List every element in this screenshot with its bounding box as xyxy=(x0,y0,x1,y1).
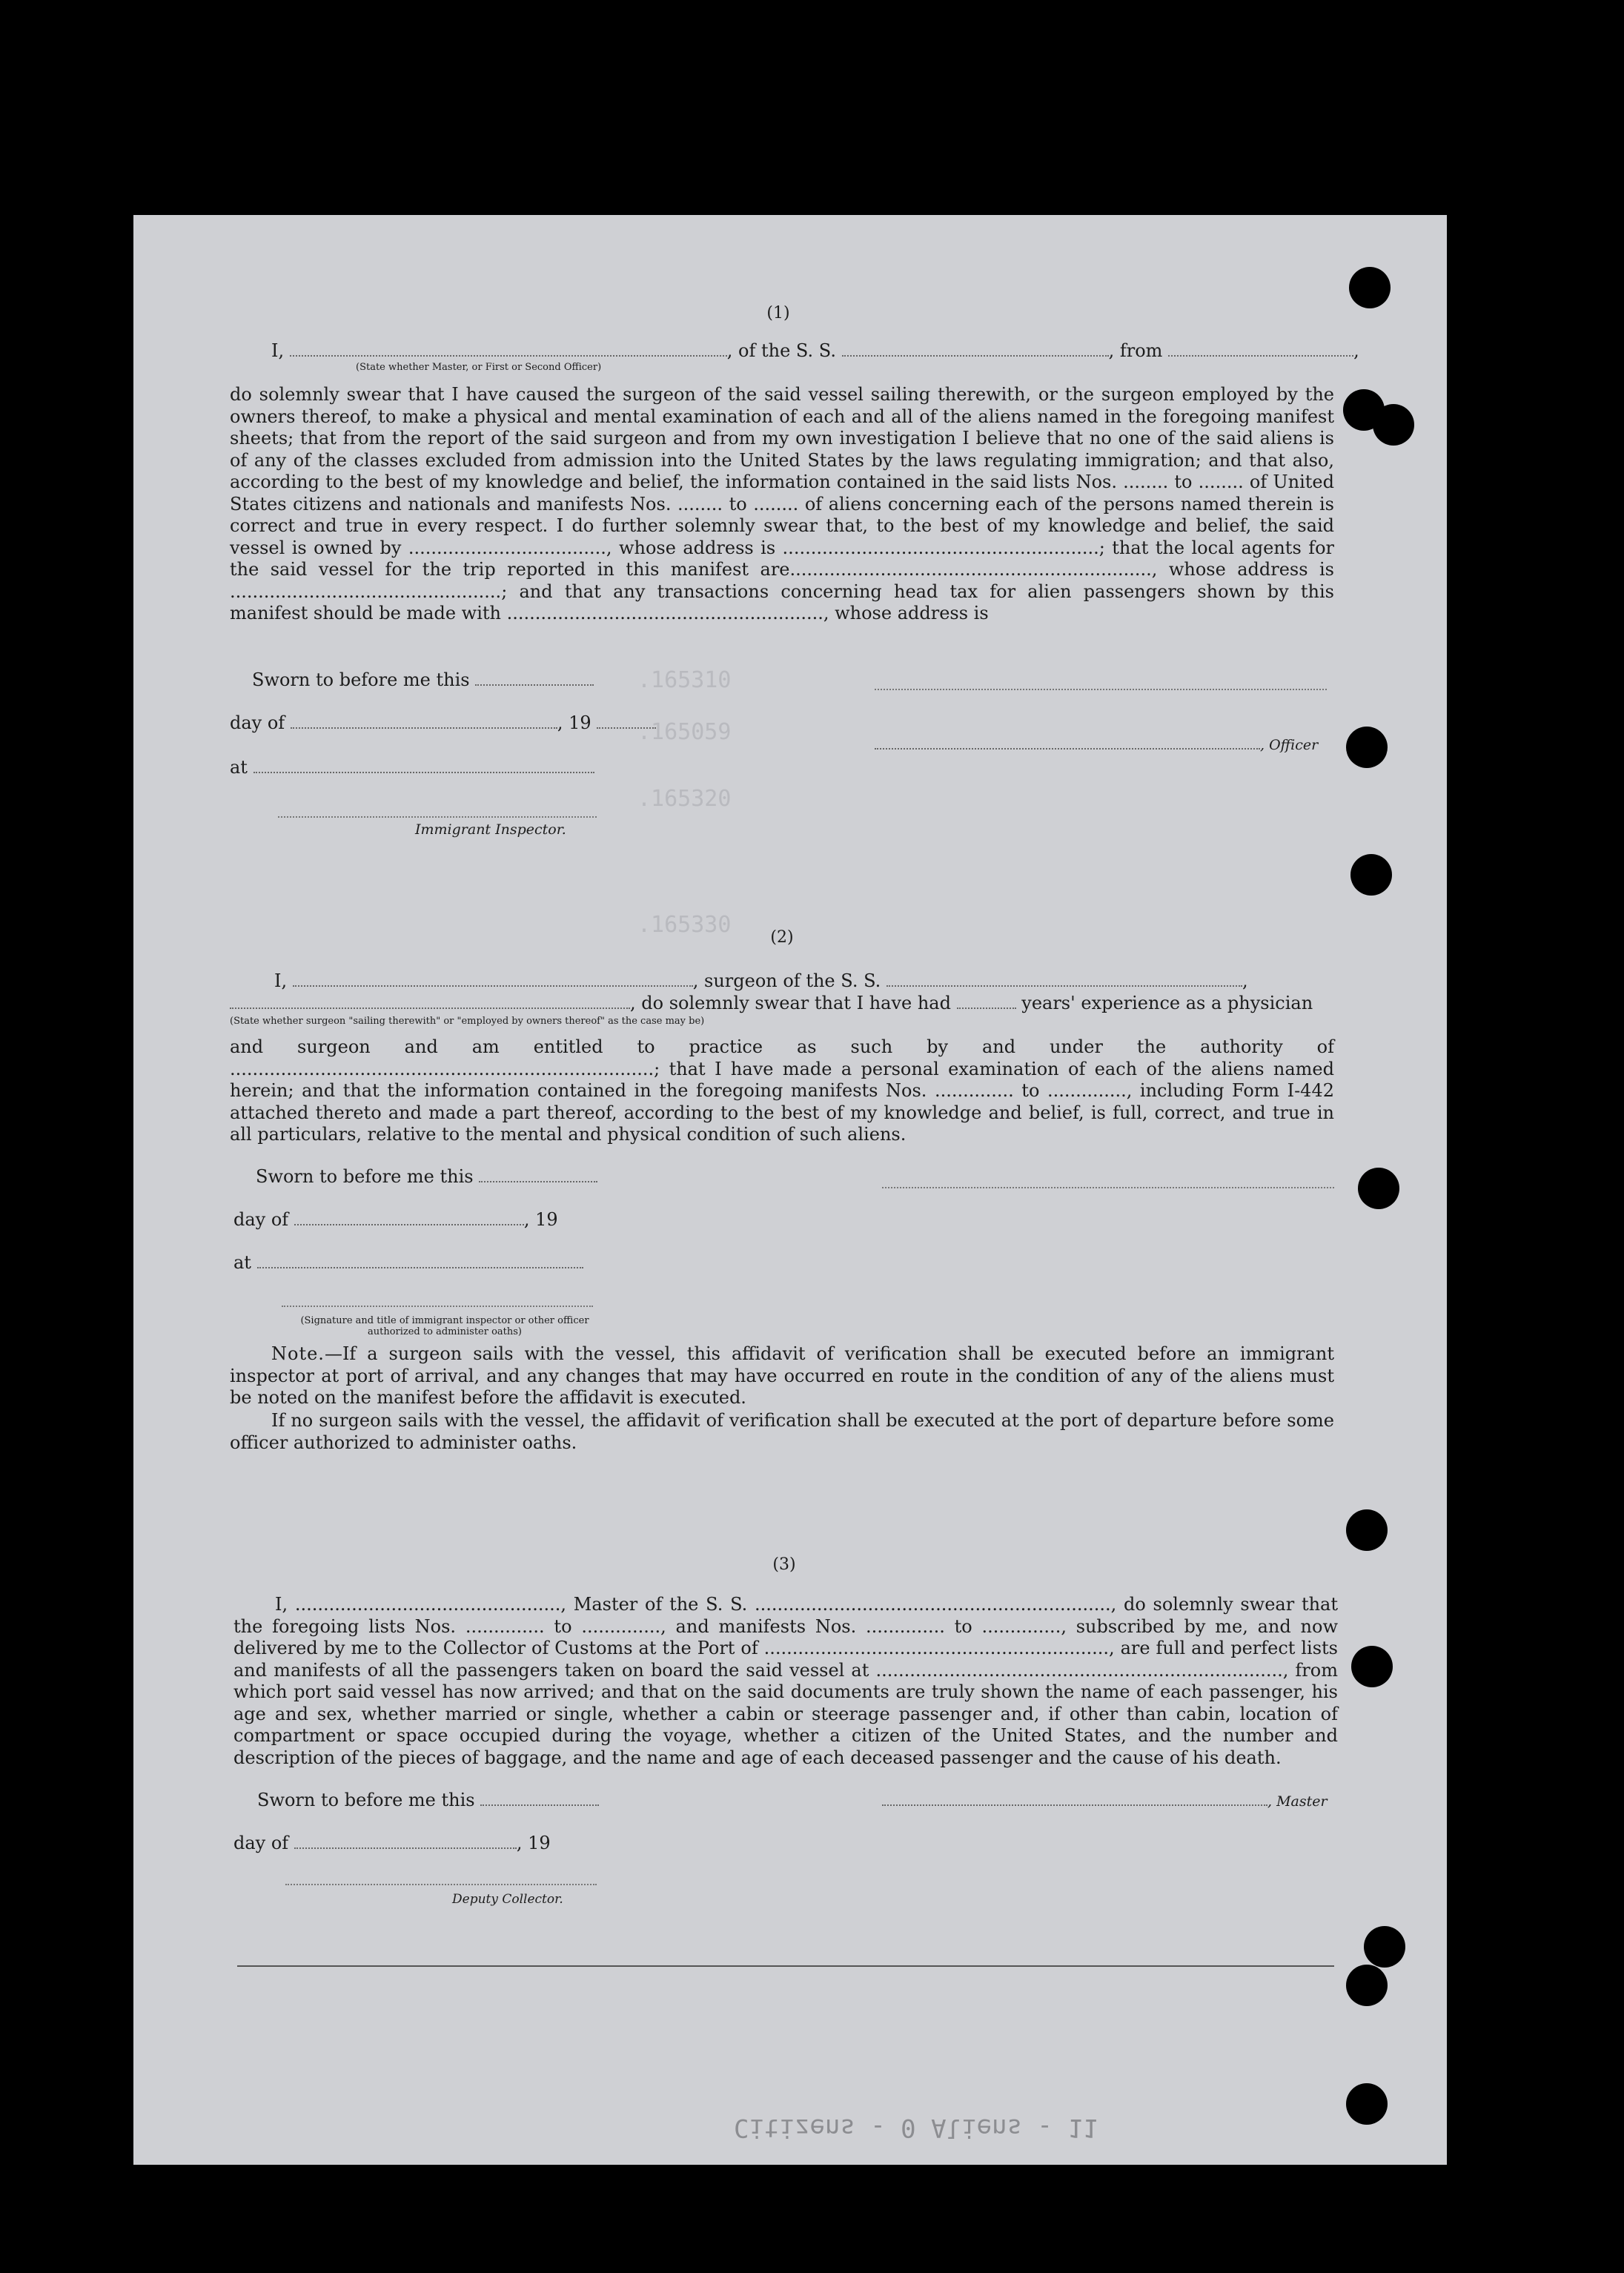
bleed-through-mark: .165310 xyxy=(637,667,732,693)
punch-hole xyxy=(1346,2083,1388,2125)
surgeon-status-field[interactable] xyxy=(230,993,630,1009)
inspector-signature-line-2[interactable] xyxy=(282,1305,593,1307)
officer-signature: , Officer xyxy=(875,732,1318,756)
surgeon-caption: (State whether surgeon "sailing therewith" or "employed by owners thereof" as the case may be) xyxy=(230,1016,705,1027)
section-2-sworn: Sworn to before me this xyxy=(256,1165,597,1188)
punch-hole xyxy=(1346,727,1388,768)
vessel-name-field-2[interactable] xyxy=(886,970,1242,987)
section-1-day-of: day of , 19 xyxy=(230,712,656,734)
inspector-caption: Immigrant Inspector. xyxy=(415,821,566,838)
section-3-sworn: Sworn to before me this xyxy=(257,1789,599,1811)
section-2-swear-line: , do solemnly swear that I have had years' experience as a physician xyxy=(230,992,1313,1014)
collector-caption: Deputy Collector. xyxy=(452,1892,563,1907)
section-3-day-of: day of , 19 xyxy=(233,1833,551,1853)
surgeon-name-field[interactable] xyxy=(293,970,693,987)
inspector-signature-line[interactable] xyxy=(278,815,597,818)
bleed-through-mark: .165320 xyxy=(637,786,732,812)
bottom-rule xyxy=(237,1965,1334,1967)
section-2-number: (2) xyxy=(770,928,794,947)
from-port-field[interactable] xyxy=(1168,340,1353,357)
section-2-header-line: I, , surgeon of the S. S. , xyxy=(274,970,1248,991)
punch-hole xyxy=(1346,1965,1388,2006)
year-field[interactable] xyxy=(597,712,656,729)
section-3-body: I, ..............................................., Master of the S. S. ..............................................................., do solemnly swear that the foregoing lists Nos. .............. to .............., and manifests Nos. .............. to .............., subscribed by me, and now delivered by me to the Collector of Customs at the Port of ............................................................., are full and perfect lists and manifests of all the passengers taken on board the said vessel at ........................................................................, from which port said vessel has now arrived; and that on the said documents are truly shown the name of each passenger, his age and sex, whether married or single, whether a cabin or steerage passenger and, if other than cabin, location of compartment or space occupied during the voyage, whether a citizen of the United States, and the number and description of the pieces of baggage, and the name and age of each deceased passenger and the cause of his death. xyxy=(233,1594,1338,1768)
punch-hole xyxy=(1349,267,1391,308)
at-field-2[interactable] xyxy=(257,1252,583,1268)
surgeon-signature-line[interactable] xyxy=(882,1186,1334,1188)
sworn-date-field-2[interactable] xyxy=(479,1166,597,1182)
punch-hole xyxy=(1350,854,1392,896)
note-paragraph-2: If no surgeon sails with the vessel, the affidavit of verification shall be executed at the port of departure before some officer authorized to administer oaths. xyxy=(230,1410,1334,1453)
vessel-name-field[interactable] xyxy=(842,340,1109,357)
day-of-field-2[interactable] xyxy=(294,1209,524,1225)
master-signature-field[interactable] xyxy=(882,1790,1267,1806)
officer-signature-line-upper[interactable] xyxy=(875,688,1327,690)
sworn-date-field[interactable] xyxy=(475,669,594,686)
section-1-number: (1) xyxy=(766,304,790,322)
section-1-body: do solemnly swear that I have caused the surgeon of the said vessel sailing therewith, or the surgeon employed by the owners thereof, to make a physical and mental examination of each and all of the aliens named in the foregoing manifest sheets; that from the report of the said surgeon and from my own investigation I believe that no one of the said aliens is of any of the classes excluded from admission into the United States by the laws regulating immigration; and that also, according to the best of my knowledge and belief, the information contained in the said lists Nos. ........ to ........ of United States citizens and nationals and manifests Nos. ........ to ........ of aliens concerning each of the persons named therein is correct and true in every respect. I do further solemnly swear that, to the best of my knowledge and belief, the said vessel is owned by ..................................., whose address is ........................................................; that the local agents for the said vessel for the trip reported in this manifest are................................................................, whose address is ................................................; and that any transactions concerning head tax for alien passengers shown by this manifest should be made with ........................................................, whose address is xyxy=(230,384,1334,623)
collector-signature-line[interactable] xyxy=(285,1883,597,1885)
footer-bleed-through: Citizens - 0 Aliens - 11 xyxy=(734,2113,1098,2143)
at-field[interactable] xyxy=(253,757,594,773)
note-paragraph: Note.—If a surgeon sails with the vessel, this affidavit of verification shall be executed before an immigrant inspector at port of arrival, and any changes that may have occurred en route in the condition of any of the aliens must be noted on the manifest before the affidavit is executed. xyxy=(230,1343,1334,1408)
punch-hole xyxy=(1351,1646,1393,1687)
master-caption: (State whether Master, or First or Second Officer) xyxy=(356,362,602,373)
officer-signature-field[interactable] xyxy=(875,733,1260,750)
section-1-header-line: I, , of the S. S. , from , xyxy=(271,340,1359,361)
sig-caption: (Signature and title of immigrant inspector or other officer authorized to administer oaths) xyxy=(300,1315,589,1337)
years-field[interactable] xyxy=(957,993,1016,1009)
day-of-field-3[interactable] xyxy=(294,1833,517,1849)
day-of-field[interactable] xyxy=(291,712,557,729)
section-3-number: (3) xyxy=(772,1555,796,1574)
officer-title-field[interactable] xyxy=(290,340,727,357)
section-2-at: at xyxy=(233,1251,583,1274)
of-ss-label: , of the S. S. xyxy=(726,340,836,361)
from-label: , from xyxy=(1108,340,1163,361)
section-2-day-of: day of , 19 xyxy=(233,1209,558,1230)
punch-hole xyxy=(1346,1509,1388,1551)
section-1-at: at xyxy=(230,756,594,778)
manifest-back-page xyxy=(133,215,1447,2165)
i-label: I, xyxy=(271,340,285,361)
note-heading: Note. xyxy=(271,1343,325,1364)
punch-hole xyxy=(1358,1168,1399,1209)
bleed-through-mark: .165059 xyxy=(637,719,732,745)
bleed-through-mark: .165330 xyxy=(637,912,732,938)
punch-hole xyxy=(1373,404,1414,446)
master-signature: , Master xyxy=(882,1789,1328,1813)
section-1-sworn: Sworn to before me this xyxy=(252,669,594,691)
section-2-body: and surgeon and am entitled to practice as such by and under the authority of ...........................................................................; that I have made a personal examination of each of the aliens named herein; and that the information contained in the foregoing manifests Nos. .............. to .............., including Form I-442 attached thereto and made a part thereof, according to the best of my knowledge and belief, is full, correct, and true in all particulars, relative to the mental and physical condition of such aliens. xyxy=(230,1036,1334,1145)
punch-hole xyxy=(1364,1926,1405,1968)
sworn-date-field-3[interactable] xyxy=(480,1790,599,1806)
